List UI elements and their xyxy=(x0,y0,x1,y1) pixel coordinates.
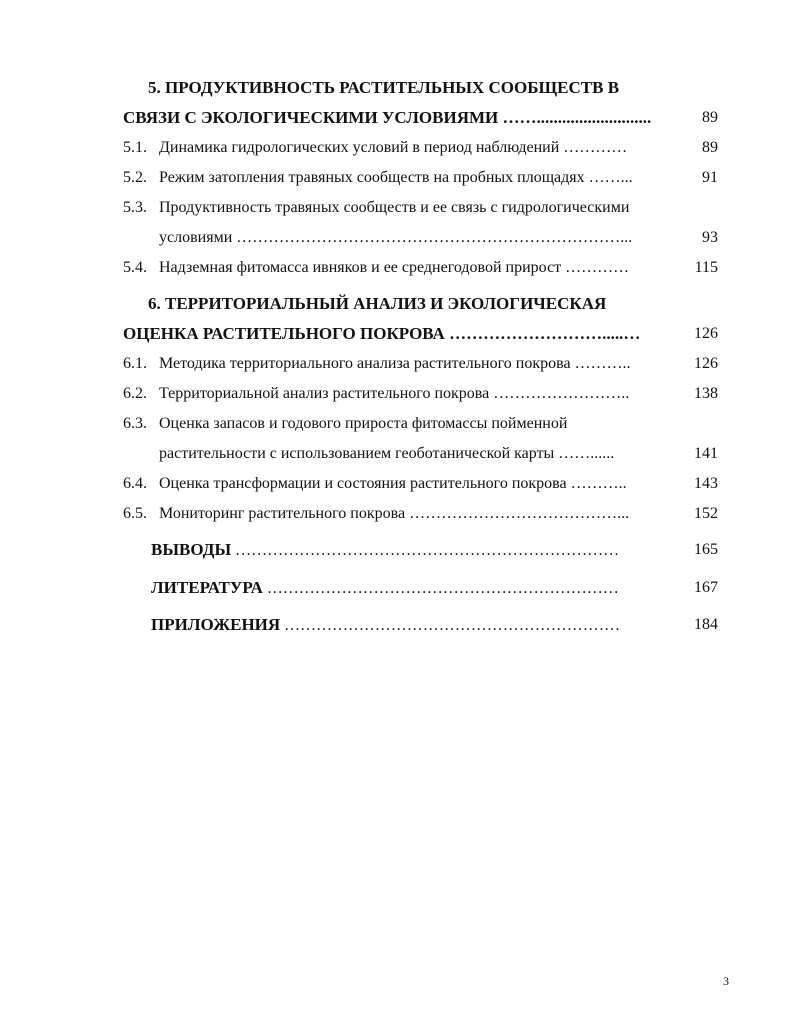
toc-item-title: Надземная фитомасса ивняков и ее среднегодовой прирост ………… xyxy=(159,259,630,276)
toc-item-6-2 xyxy=(123,384,630,404)
chapter-5-heading-line2: СВЯЗИ С ЭКОЛОГИЧЕСКИМИ УСЛОВИЯМИ ……........................... xyxy=(123,108,652,127)
toc-conclusions-title: ВЫВОДЫ xyxy=(151,540,232,559)
toc-item-number: 5.3. xyxy=(123,199,147,216)
toc-item-6-5-page: 152 xyxy=(694,505,718,522)
toc-item-title: Методика территориального анализа растительного покрова ……….. xyxy=(159,355,631,372)
toc-item-title: Оценка запасов и годового прироста фитомассы пойменной xyxy=(159,415,568,432)
toc-item-6-1 xyxy=(123,354,631,374)
toc-item-5-4 xyxy=(123,258,630,278)
toc-item-number: 6.3. xyxy=(123,415,147,432)
toc-item-5-2 xyxy=(123,168,633,188)
toc-item-6-3-page: 141 xyxy=(694,445,718,462)
toc-item-6-3 xyxy=(123,414,568,434)
toc-item-6-3-continuation: растительности с использованием геоботанической карты ……...... xyxy=(159,445,615,462)
toc-item-title: Динамика гидрологических условий в период наблюдений ………… xyxy=(159,139,628,156)
toc-appendices-page: 184 xyxy=(694,616,718,633)
toc-appendices-title: ПРИЛОЖЕНИЯ xyxy=(151,615,281,634)
chapter-6-page: 126 xyxy=(694,325,718,342)
toc-literature xyxy=(151,578,619,598)
toc-item-5-3-page: 93 xyxy=(702,229,718,246)
toc-item-5-3-continuation: условиями ………………………………………………………………... xyxy=(159,229,633,246)
chapter-6-heading-line1: 6. ТЕРРИТОРИАЛЬНЫЙ АНАЛИЗ И ЭКОЛОГИЧЕСКАЯ xyxy=(148,294,607,313)
toc-item-number: 6.4. xyxy=(123,475,147,492)
toc-leader-dots: ……………………………………………………………… xyxy=(231,542,620,559)
chapter-5-heading-line1: 5. ПРОДУКТИВНОСТЬ РАСТИТЕЛЬНЫХ СООБЩЕСТВ В xyxy=(148,78,620,97)
toc-item-number: 5.1. xyxy=(123,139,147,156)
toc-item-6-5 xyxy=(123,504,630,524)
toc-item-title: Оценка трансформации и состояния растительного покрова ……….. xyxy=(159,475,627,492)
toc-item-6-4 xyxy=(123,474,627,494)
toc-literature-title: ЛИТЕРАТУРА xyxy=(151,578,263,597)
toc-item-5-3 xyxy=(123,198,630,218)
toc-item-5-1-page: 89 xyxy=(702,139,718,156)
chapter-6-heading-line2: ОЦЕНКА РАСТИТЕЛЬНОГО ПОКРОВА ……………………….....… xyxy=(123,324,641,343)
toc-item-number: 6.2. xyxy=(123,385,147,402)
toc-conclusions-page: 165 xyxy=(694,541,718,558)
toc-item-6-4-page: 143 xyxy=(694,475,718,492)
toc-appendices xyxy=(151,615,620,635)
toc-item-6-2-page: 138 xyxy=(694,385,718,402)
toc-conclusions xyxy=(151,540,619,560)
toc-item-title: Продуктивность травяных сообществ и ее связь с гидрологическими xyxy=(159,199,630,216)
chapter-5-page: 89 xyxy=(702,109,718,126)
toc-item-5-1 xyxy=(123,138,628,158)
toc-item-number: 5.2. xyxy=(123,169,147,186)
toc-item-title: Режим затопления травяных сообществ на пробных площадях ……... xyxy=(159,169,633,186)
toc-literature-page: 167 xyxy=(694,579,718,596)
page-number: 3 xyxy=(723,974,729,988)
toc-item-5-2-page: 91 xyxy=(702,169,718,186)
toc-item-5-4-page: 115 xyxy=(694,259,718,276)
toc-item-number: 6.1. xyxy=(123,355,147,372)
toc-item-title: Территориальной анализ растительного покрова …………………….. xyxy=(159,385,630,402)
toc-item-number: 5.4. xyxy=(123,259,147,276)
toc-item-number: 6.5. xyxy=(123,505,147,522)
toc-leader-dots: ……………………………………………………… xyxy=(280,617,621,634)
toc-leader-dots: ………………………………………………………… xyxy=(262,580,619,597)
toc-item-title: Мониторинг растительного покрова …………………………………... xyxy=(159,505,630,522)
toc-item-6-1-page: 126 xyxy=(694,355,718,372)
